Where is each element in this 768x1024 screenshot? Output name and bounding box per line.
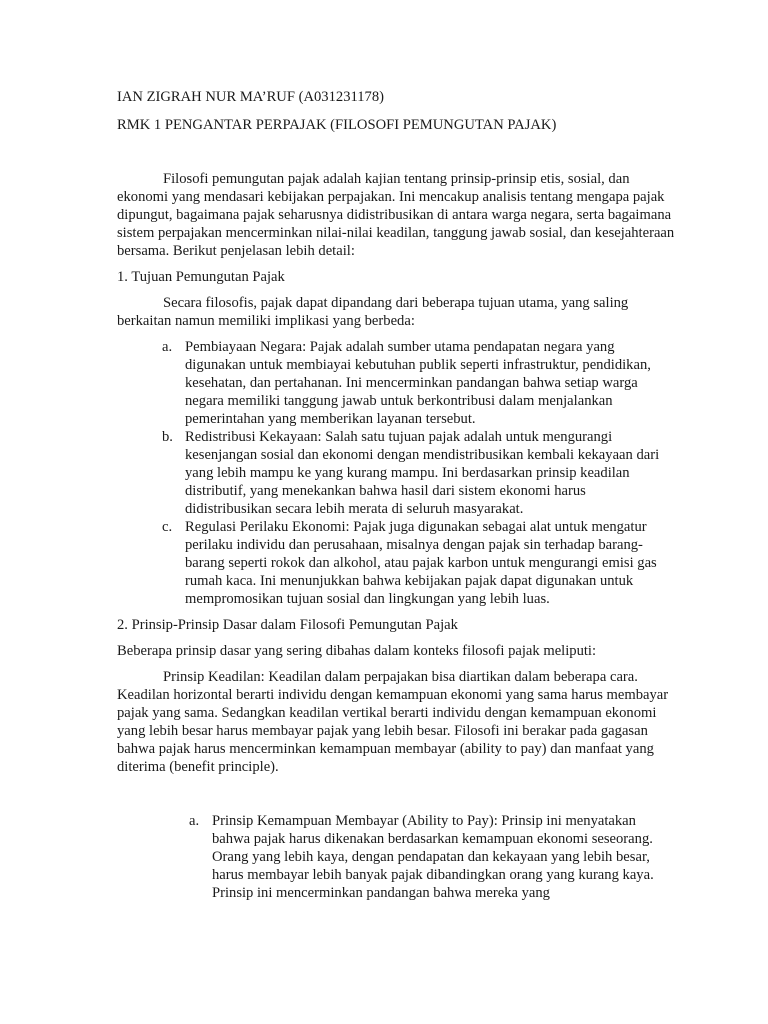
section-2-list xyxy=(117,812,675,902)
list-marker: a. xyxy=(162,339,173,355)
section-2-heading: 2. Prinsip-Prinsip Dasar dalam Filosofi Pemungutan Pajak xyxy=(117,617,458,633)
list-item-text: Prinsip Kemampuan Membayar (Ability to Pay): Prinsip ini menyatakan bahwa pajak harus dikenakan berdasarkan kemampuan ekonomi seseorang. Orang yang lebih kaya, dengan pendapatan dan kekayaan yang lebih besar, harus membayar lebih banyak pajak dibandingkan orang yang kurang kaya. Prinsip ini mencerminkan pandangan bahwa mereka yang xyxy=(212,813,654,901)
keadilan-paragraph: Prinsip Keadilan: Keadilan dalam perpajakan bisa diartikan dalam beberapa cara. Keadilan horizontal berarti individu dengan kemampuan ekonomi yang sama harus membayar pajak yang sama. Sedangkan keadilan vertikal berarti individu dengan kemampuan ekonomi yang lebih besar harus membayar pajak yang lebih besar. Filosofi ini berakar pada gagasan bahwa pajak harus mencerminkan kemampuan membayar (ability to pay) dan manfaat yang diterima (benefit principle). xyxy=(117,669,669,775)
list-marker: c. xyxy=(162,519,173,535)
section-1-lead: Secara filosofis, pajak dapat dipandang dari beberapa tujuan utama, yang saling berkaitan namun memiliki implikasi yang berbeda: xyxy=(117,295,629,329)
list-item-text: Redistribusi Kekayaan: Salah satu tujuan pajak adalah untuk mengurangi kesenjangan sosial dan ekonomi dengan mendistribusikan kembali kekayaan dari yang lebih mampu ke yang kurang mampu. Ini berdasarkan prinsip keadilan distributif, yang menekankan bahwa hasil dari sistem ekonomi harus didistribusikan secara lebih merata di seluruh masyarakat. xyxy=(185,429,660,517)
document-page xyxy=(117,80,675,902)
list-item xyxy=(117,338,675,428)
list-item xyxy=(117,518,675,608)
section-2-lead: Beberapa prinsip dasar yang sering dibahas dalam konteks filosofi pajak meliputi: xyxy=(117,643,597,659)
list-marker: a. xyxy=(189,813,200,829)
author-line: IAN ZIGRAH NUR MA’RUF (A031231178) xyxy=(117,89,385,105)
section-1-heading: 1. Tujuan Pemungutan Pajak xyxy=(117,269,285,285)
document-title: RMK 1 PENGANTAR PERPAJAK (FILOSOFI PEMUNGUTAN PAJAK) xyxy=(117,117,557,133)
list-item xyxy=(117,812,675,902)
section-1-list xyxy=(117,338,675,608)
list-item xyxy=(117,428,675,518)
list-item-text: Pembiayaan Negara: Pajak adalah sumber utama pendapatan negara yang digunakan untuk membiayai kebutuhan publik seperti infrastruktur, pendidikan, kesehatan, dan pertahanan. Ini mencerminkan pandangan bahwa setiap warga negara memiliki tanggung jawab untuk berkontribusi dalam menjalankan pemerintahan yang memberikan layanan tersebut. xyxy=(185,339,651,427)
list-marker: b. xyxy=(162,429,173,445)
list-item-text: Regulasi Perilaku Ekonomi: Pajak juga digunakan sebagai alat untuk mengatur perilaku individu dan perusahaan, misalnya dengan pajak sin terhadap barang-barang seperti rokok dan alkohol, atau pajak karbon untuk mengurangi emisi gas rumah kaca. Ini menunjukkan bahwa kebijakan pajak dapat digunakan untuk mempromosikan tujuan sosial dan lingkungan yang lebih luas. xyxy=(185,519,657,607)
intro-paragraph: Filosofi pemungutan pajak adalah kajian tentang prinsip-prinsip etis, sosial, dan ekonomi yang mendasari kebijakan perpajakan. Ini mencakup analisis tentang mengapa pajak dipungut, bagaimana pajak seharusnya didistribusikan di antara warga negara, serta bagaimana sistem perpajakan mencerminkan nilai-nilai keadilan, tanggung jawab sosial, dan kesejahteraan bersama. Berikut penjelasan lebih detail: xyxy=(117,171,675,259)
